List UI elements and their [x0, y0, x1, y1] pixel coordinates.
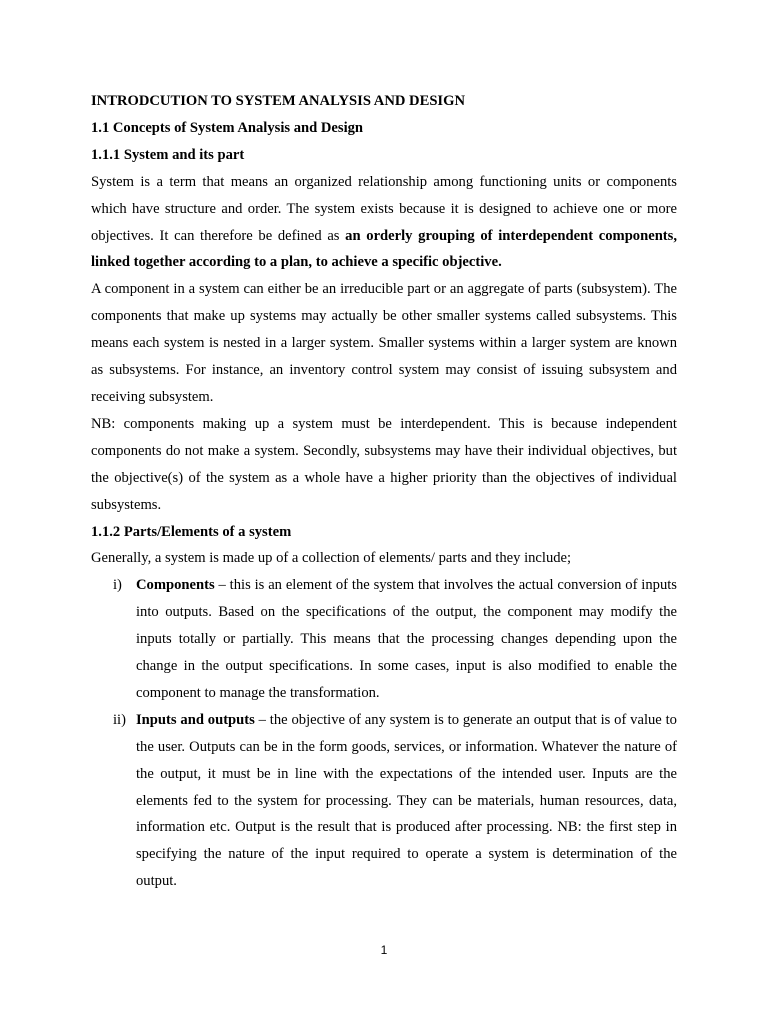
list-item-description: – this is an element of the system that involves the actual conversion of inputs into outputs. Based on the specifications of the output, the component may modify the inputs totally or partially. This means that the processing changes depending upon the change in the output specifications. In some cases, input is also modified to enable the component to manage the transformation.: [136, 577, 677, 701]
paragraph-elements-intro: Generally, a system is made up of a collection of elements/ parts and they include;: [91, 550, 572, 567]
list-item-term: Inputs and outputs: [136, 711, 255, 728]
list-item-term: Components: [136, 577, 215, 594]
paragraph-system-definition: [91, 169, 677, 277]
list-item-components: [91, 572, 677, 707]
section-heading-1-1-2: 1.1.2 Parts/Elements of a system: [91, 523, 292, 540]
document-body: [91, 88, 677, 895]
list-item-inputs-outputs: [91, 707, 677, 895]
list-item-text: [136, 577, 677, 701]
list-marker: i): [113, 577, 122, 594]
paragraph-nb-interdependent: NB: components making up a system must be interdependent. This is because independent components do not make a system. Secondly, subsystems may have their individual objectives, but the objective(s) of the system as a whole have a higher priority than the objectives of individual subsystems.: [91, 415, 677, 513]
paragraph-system-definition-text: System is a term that means an organized relationship among functioning units or components which have structure and order. The system exists because it is designed to achieve one or more objectives. It can therefore be defined as: [91, 173, 677, 244]
elements-list: [91, 572, 677, 895]
list-item-description: – the objective of any system is to generate an output that is of value to the user. Outputs can be in the form goods, services, or information. Whatever the nature of the output, it must be in line with the expectations of the intended user. Inputs are the elements fed to the system for processing. They can be materials, human resources, data, information etc. Output is the result that is produced after processing. NB: the first step in specifying the nature of the input required to operate a system is determination of the output.: [136, 711, 677, 890]
document-title: INTRODCUTION TO SYSTEM ANALYSIS AND DESIGN: [91, 93, 466, 109]
paragraph-components-subsystems: A component in a system can either be an irreducible part or an aggregate of parts (subsystem). The components that make up systems may actually be other smaller systems called subsystems. This means each system is nested in a larger system. Smaller systems within a larger system are known as subsystems. For instance, an inventory control system may consist of issuing subsystem and receiving subsystem.: [91, 281, 677, 405]
paragraph-system-definition-bold: an orderly grouping of interdependent components, linked together according to a plan, to achieve a specific objective.: [91, 227, 677, 271]
section-heading-1-1: 1.1 Concepts of System Analysis and Design: [91, 119, 364, 136]
list-marker: ii): [113, 711, 126, 728]
section-heading-1-1-1: 1.1.1 System and its part: [91, 146, 245, 163]
list-item-text: [136, 712, 677, 889]
page-number: 1: [380, 943, 388, 957]
